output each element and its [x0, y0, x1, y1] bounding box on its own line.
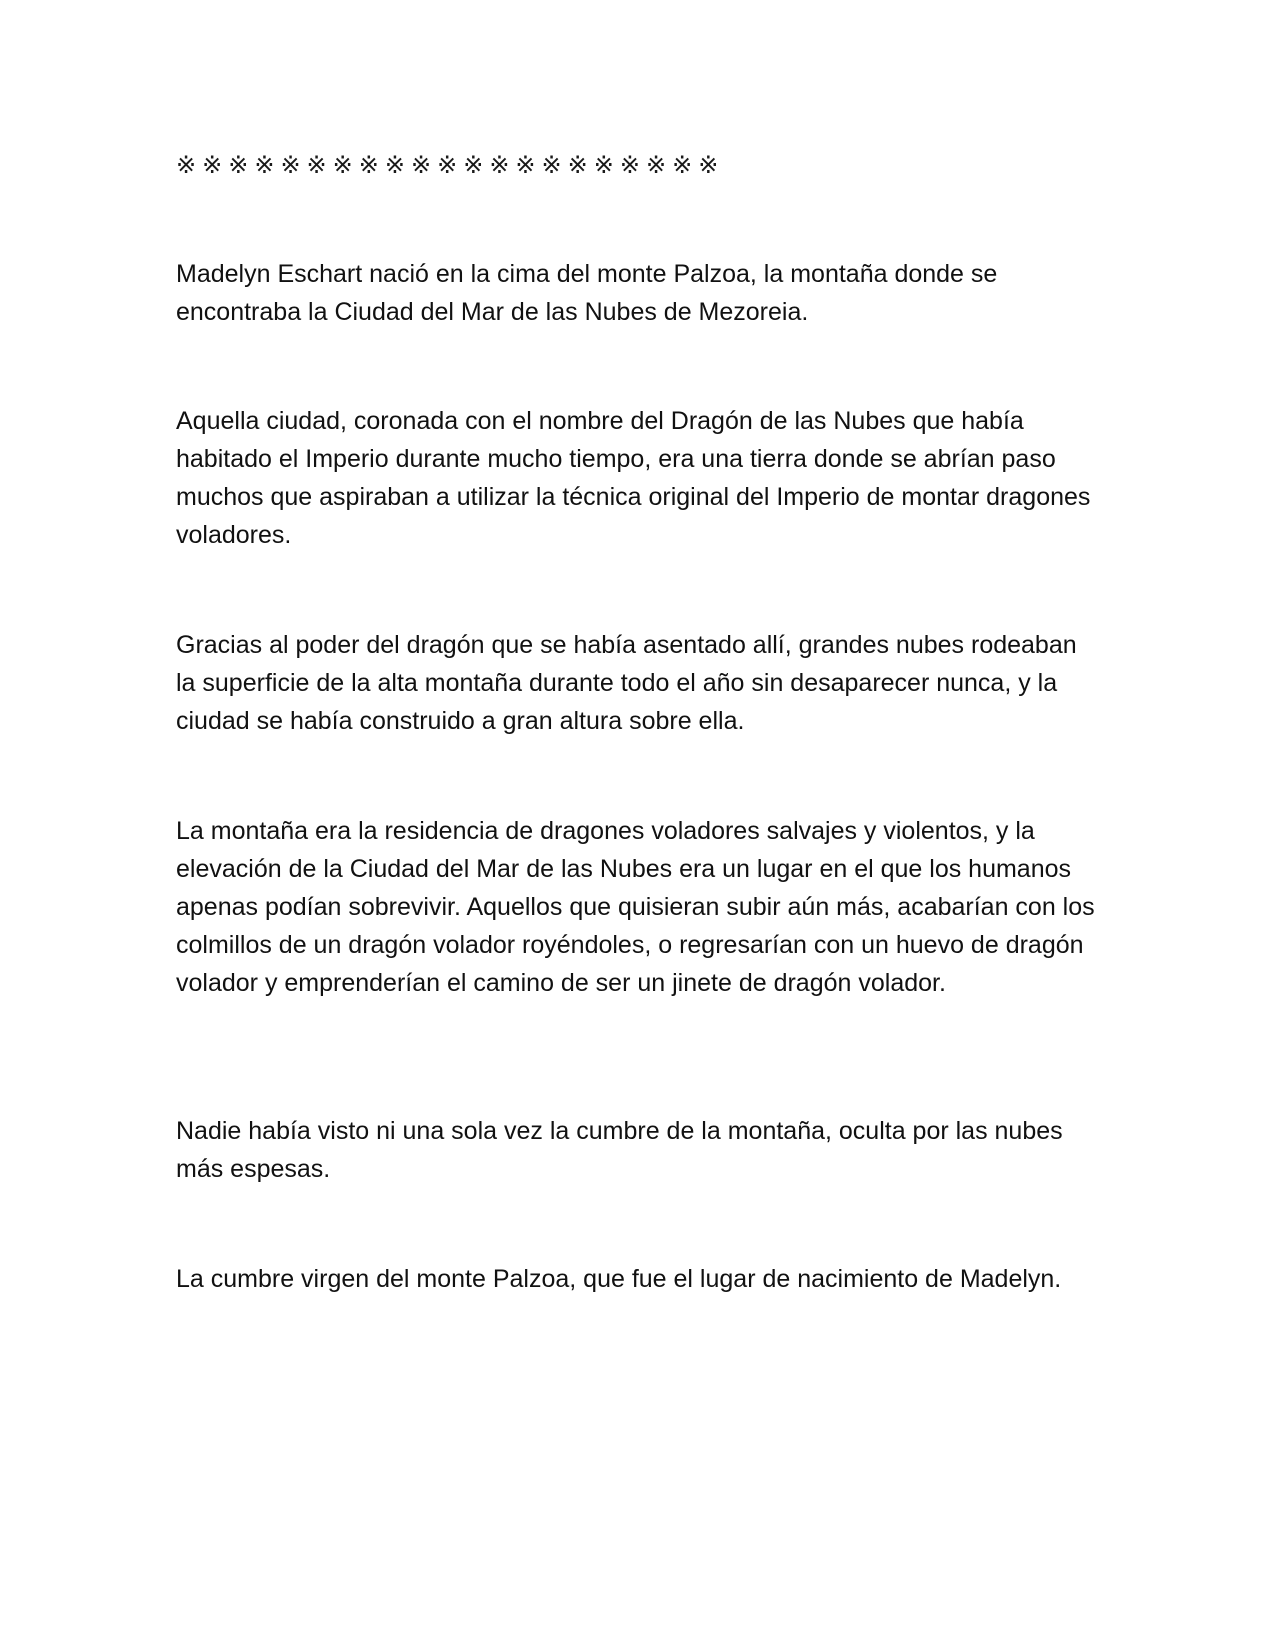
paragraph: Madelyn Eschart nació en la cima del monte Palzoa, la montaña donde se encontraba la Ciudad del Mar de las Nubes de Mezoreia.: [176, 260, 998, 326]
paragraph: La montaña era la residencia de dragones voladores salvajes y violentos, y la elevación de la Ciudad del Mar de las Nubes era un lugar en el que los humanos apenas podían sobrevivir. Aquellos que quisieran subir aún más, acabarían con los colmillos de un dragón volador royéndoles, o regresarían con un huevo de dragón volador y emprenderían el camino de ser un jinete de dragón volador.: [176, 817, 1095, 997]
paragraph: La cumbre virgen del monte Palzoa, que fue el lugar de nacimiento de Madelyn.: [176, 1265, 1062, 1293]
scene-separator: ※※※※※※※※※※※※※※※※※※※※※: [176, 151, 725, 179]
paragraph: Gracias al poder del dragón que se había asentado allí, grandes nubes rodeaban la superficie de la alta montaña durante todo el año sin desaparecer nunca, y la ciudad se había construido a gran altura sobre ella.: [176, 631, 1077, 735]
paragraph: Aquella ciudad, coronada con el nombre del Dragón de las Nubes que había habitado el Imperio durante mucho tiempo, era una tierra donde se abrían paso muchos que aspiraban a utilizar la técnica original del Imperio de montar dragones voladores.: [176, 407, 1091, 549]
paragraph: Nadie había visto ni una sola vez la cumbre de la montaña, oculta por las nubes más espesas.: [176, 1117, 1063, 1183]
